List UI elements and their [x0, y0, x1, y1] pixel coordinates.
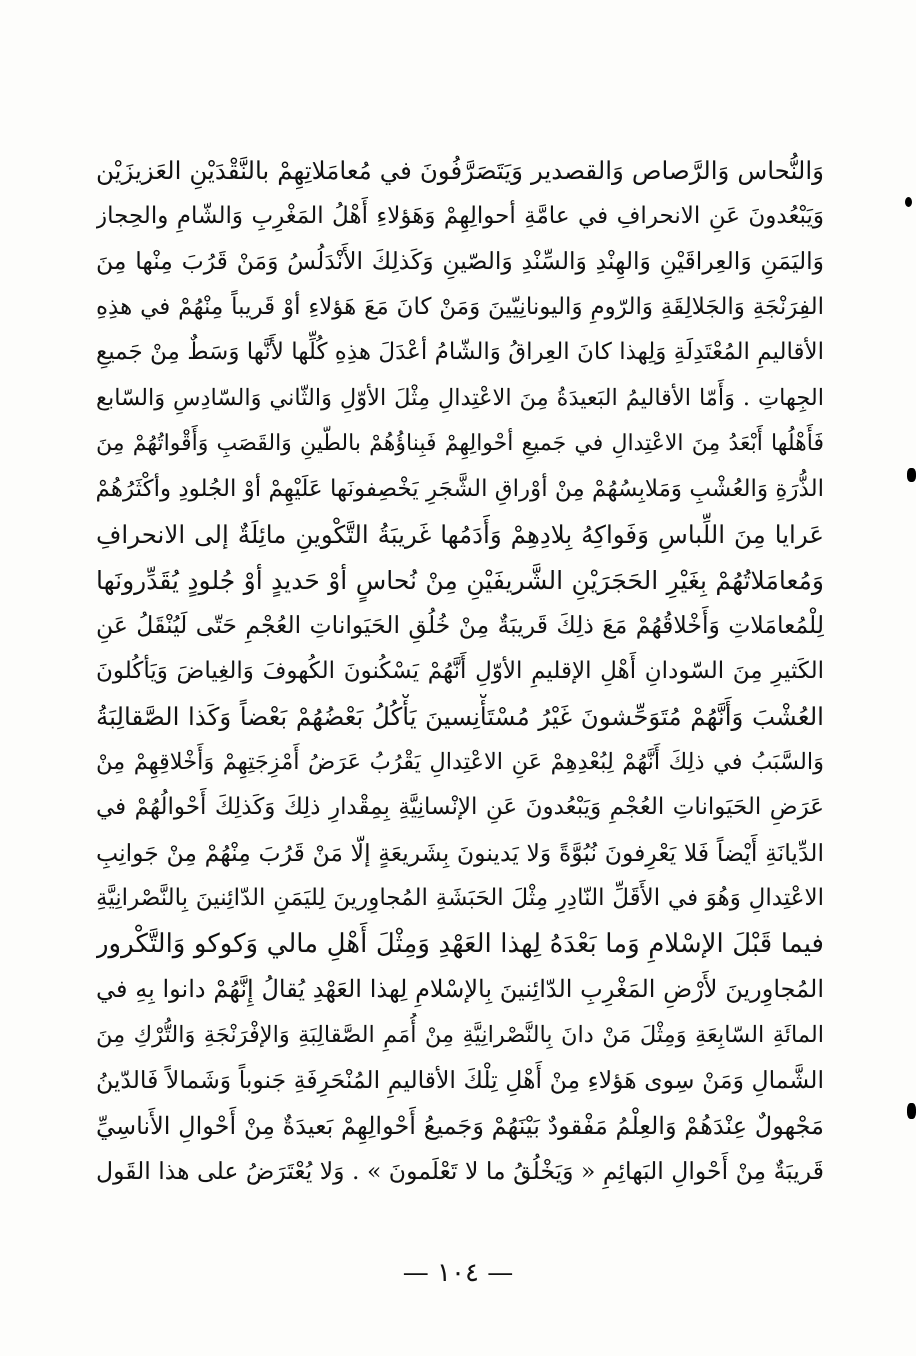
text-line: لِلْمُعامَلاتِ وَأَخْلاقُهُمْ مَعَ ذلِكَ قَريبَةٌ مِنْ خُلُقِ الحَيَواناتِ العُجْمِ حَتّى لَيُنْقَلُ عَنِ [96, 611, 824, 639]
text-line: قَريبَةٌ مِنْ أَحْوالِ البَهائِمِ « وَيَخْلُقُ ما لا تَعْلَمونَ » . وَلا يُعْتَرَضُ على هذا القَول [96, 1157, 824, 1185]
text-line: عَرايا مِنَ اللِّباسِ وَفَواكِهُ بِلادِهِمْ وَأَدَمُها غَريبَةُ التَّكْوينِ مائِلَةٌ إلى الانحرافِ [96, 520, 824, 549]
text-line: وَيَبْعُدونَ عَنِ الانحرافِ في عامَّةِ أحوالِهِمْ وَهَؤلاءِ أَهْلُ المَغْرِبِ وَالشّامِ والحِجاز [96, 202, 824, 229]
text-line: الجِهاتِ . وَأَمّا الأقاليمُ البَعيدَةُ مِنَ الاعْتِدالِ مِثْلَ الأوّلِ وَالثّاني وَالسّادِسِ وَالسّابع [96, 384, 824, 411]
text-line: المائَةِ السّابِعَةِ وَمِثْلَ مَنْ دانَ بِالنَّصْرانِيَّةِ مِنْ أُمَمِ الصَّقالِبَةِ وَالإفْرَنْجَةِ وَالتُّرْكِ مِنَ [96, 1021, 824, 1048]
body-text [96, 148, 824, 1195]
text-line: فيما قَبْلَ الإسْلامِ وَما بَعْدَهُ لِهذا العَهْدِ وَمِثْلَ أَهْلِ مالي وَكوكو وَالتَّكْرور [96, 928, 824, 959]
text-line: وَمُعامَلاتُهُمْ بِغَيْرِ الحَجَرَيْنِ الشَّريفَيْنِ مِنْ نُحاسٍ أوْ حَديدٍ أوْ جُلودٍ يُقَدِّرونَها [96, 565, 824, 595]
text-line: الشَّمالِ وَمَنْ سِوى هَؤلاءِ مِنْ أَهْلِ تِلْكَ الأقاليمِ المُنْحَرِفَةِ جَنوباً وَشَمالاً فَالدّينُ [96, 1066, 824, 1094]
text-line: الكَثيرِ مِنَ السّودانِ أَهْلِ الإقليمِ الأوّلِ أَنَّهُمْ يَسْكُنونَ الكُهوفَ وَالغِياضَ وَيَأكُلونَ [96, 657, 824, 684]
margin-speck [907, 468, 916, 482]
page-number: — ١٠٤ — [402, 1258, 514, 1288]
text-line: الذُّرَةِ وَالعُشْبِ وَمَلابِسُهُمْ مِنْ أوْراقِ الشَّجَرِ يَخْصِفونَها عَلَيْهِمْ أوْ الجُلودِ وأكْثَرُهُمْ [96, 475, 824, 502]
text-line: وَالنُّحاس وَالرَّصاص وَالقصدير وَيَتَصَرَّفُونَ في مُعامَلاتِهِمْ بالنَّقْدَيْنِ العَزيزَيْن [96, 156, 824, 185]
text-line: وَاليَمَنِ وَالعِراقَيْنِ وَالهِنْدِ وَالسِّنْدِ وَالصّينِ وَكَذلِكَ الأَنْدَلُسُ وَمَنْ قَرُبَ مِنْها مِنَ [96, 247, 824, 275]
text-line: عَرَضِ الحَيَواناتِ العُجْمِ وَيَبْعُدونَ عَنِ الإنْسانِيَّةِ بِمِقْدارِ ذلِكَ وَكَذلِكَ أَحْوالُهُمْ في [96, 794, 824, 820]
text-line: مَجْهولٌ عِنْدَهُمْ وَالعِلْمُ مَفْقودٌ بَيْنَهُمْ وَجَميعُ أَحْوالِهِمْ بَعيدَةٌ مِنْ أَحْوالِ الأَناسِيِّ [96, 1111, 824, 1140]
margin-speck [905, 197, 912, 207]
text-line: فَأَهْلُها أَبْعَدُ مِنَ الاعْتِدالِ في جَميعِ أحْوالِهِمْ فَبِناؤُهُمْ بالطّينِ وَالقَصَبِ وَأَقْواتُهُمْ مِنَ [96, 431, 824, 456]
text-line: الأقاليمِ المُعْتَدِلَةِ وَلِهذا كانَ العِراقُ وَالشّامُ أعْدَلَ هذِهِ كُلِّها لأَنَّها وَسَطٌ مِنْ جَميعِ [96, 339, 824, 365]
margin-speck [907, 1103, 916, 1119]
text-line: المُجاوِرينَ لأَرْضِ المَغْرِبِ الدّائِنينَ بِالإسْلامِ لِهذا العَهْدِ يُقالُ إِنَّهُمْ دانوا بِهِ في [96, 975, 824, 1003]
text-line: الفِرَنْجَةِ وَالجَلالِقَةِ وَالرّومِ وَاليونانِيّينَ وَمَنْ كانَ مَعَ هَؤلاءِ أوْ قَريباً مِنْهُمْ في هذِهِ [96, 293, 824, 320]
text-line: الدِّيانَةِ أَيْضاً فَلا يَعْرِفونَ نُبُوَّةً وَلا يَدينونَ بِشَريعَةٍ إلّا مَنْ قَرُبَ مِنْهُمْ مِنْ جَوانِبِ [96, 838, 824, 867]
text-line: العُشْبَ وَأَنَّهُمْ مُتَوَحِّشونَ غَيْرُ مُسْتَأْنِسينَ يَأْكُلُ بَعْضُهُمْ بَعْضاً وَكَذا الصَّقالِبَةُ [96, 702, 824, 731]
text-line: الاعْتِدالِ وَهُوَ في الأَقَلِّ النّادِرِ مِثْلَ الحَبَشَةِ المُجاوِرينَ لِليَمَنِ الدّائِنينَ بِالنَّصْرانِيَّةِ [96, 885, 824, 911]
text-line: وَالسَّبَبُ في ذلِكَ أَنَّهُمْ لِبُعْدِهِمْ عَنِ الاعْتِدالِ يَقْرُبُ عَرَضُ أَمْزِجَتِهِمْ وَأَخْلاقِهِمْ مِنْ [96, 748, 824, 775]
